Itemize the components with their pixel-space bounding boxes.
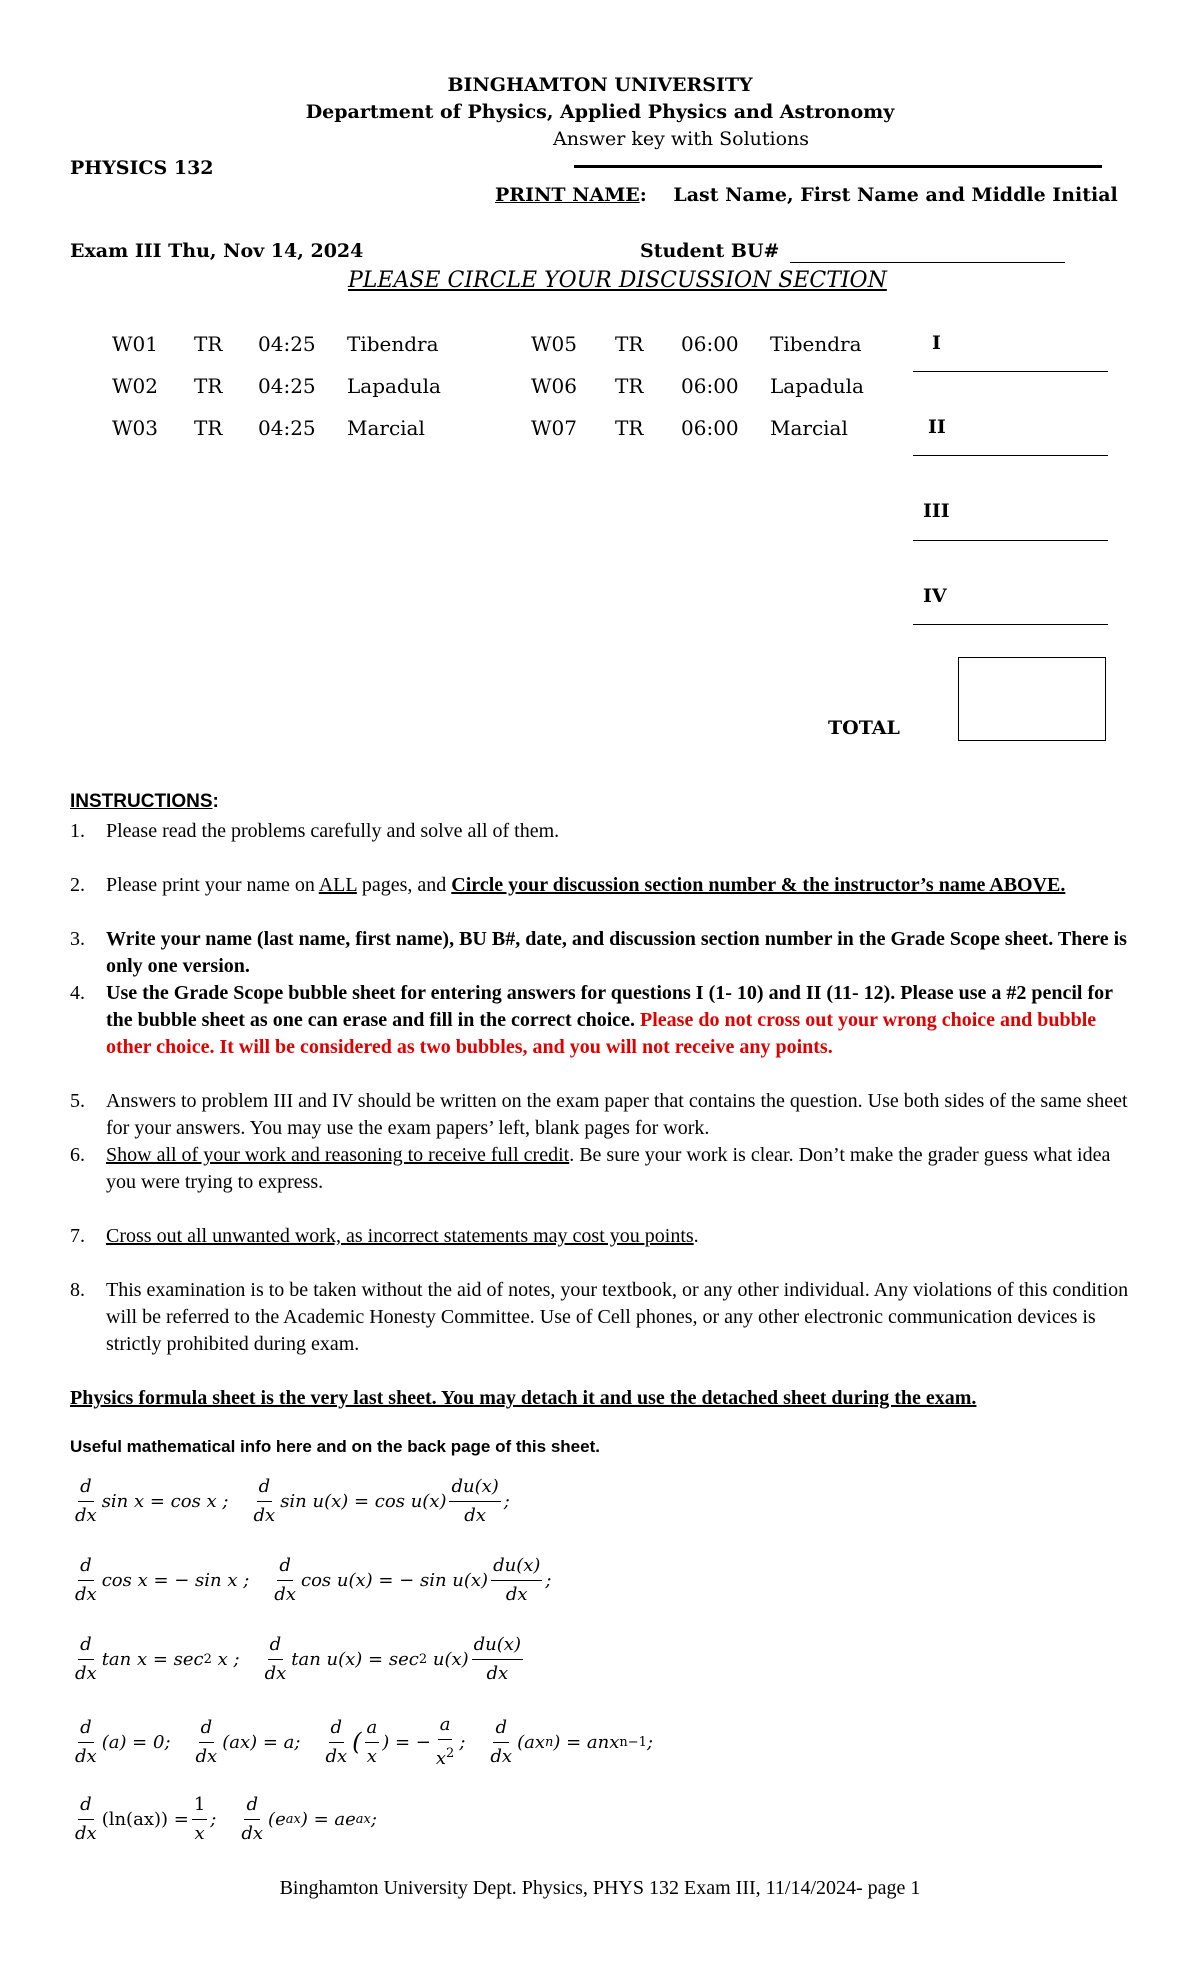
section-ta: Lapadula [347,374,441,398]
derivative-operator: $\frac{d}{dx}$ [75,1476,97,1526]
derivative-operator: $\frac{d}{dx}$ [75,1555,97,1605]
formula-sheet-note: Physics formula sheet is the very last sheet. You may detach it and use the detached sheet during the exam. [70,1387,977,1409]
section-code: W06 [531,374,578,398]
print-name-hint: Last Name, First Name and Middle Initial [673,184,1118,206]
section-time: 04:25 [258,416,316,440]
instruction-4-text: Use the Grade Scope bubble sheet for entering answers for questions I (1- 10) and II (11- 12). Please use a #2 pencil for the bubble sheet as one can erase and fill in the correct choice. Please do not cross out your wrong choice and bubble other choice. It will be considered as two bubbles, and you will not receive any points. [106,982,1113,1058]
du-dx-fraction: $\frac{du(x)}{dx}$ [473,1634,521,1684]
derivative-operator: $\frac{d}{dx}$ [75,1716,97,1767]
derivative-operator: $\frac{d}{dx}$ [490,1716,513,1767]
score-label-IV: IV [923,585,947,607]
section-time: 04:25 [258,332,316,356]
section-time: 06:00 [681,374,739,398]
name-line-top [574,165,1102,168]
derivative-operator: $\frac{d}{dx}$ [75,1794,97,1844]
instructions-title-text: INSTRUCTIONS [70,791,213,812]
derivative-operator: $\frac{d}{dx}$ [264,1634,287,1684]
section-code: W02 [112,374,159,398]
section-day: TR [615,374,644,398]
department-title: Department of Physics, Applied Physics and Astronomy [305,101,895,123]
section-title: PLEASE CIRCLE YOUR DISCUSSION SECTION [348,268,887,293]
section-ta: Lapadula [770,374,864,398]
instruction-8-text: This examination is to be taken without the aid of notes, your textbook, or any other individual. Any violations of this condition will be referred to the Academic Honesty Committee. Use of Cell phones, or any other electronic communication devices is strictly prohibited during exam. [106,1279,1129,1355]
derivative-operator: $\frac{d}{dx}$ [325,1716,348,1767]
score-line-II[interactable] [913,455,1108,456]
section-code: W05 [531,332,578,356]
section-code: W01 [112,332,159,356]
student-bu-label: Student BU# [640,240,780,262]
page-footer: Binghamton University Dept. Physics, PHYS 132 Exam III, 11/14/2024- page 1 [279,1877,921,1899]
score-label-II: II [928,416,946,438]
section-time: 06:00 [681,416,739,440]
a-over-x-squared: $\frac{a}{x^2}$ [435,1714,455,1769]
derivative-operator: $\frac{d}{dx}$ [195,1716,218,1767]
instruction-2-text: Please print your name on ALL pages, and Circle your discussion section number & the instructor’s name ABOVE. [106,874,1066,896]
section-ta: Tibendra [770,332,862,356]
total-label: TOTAL [828,717,900,739]
derivative-operator: $\frac{d}{dx}$ [253,1476,276,1526]
math-row-tan: $\frac{d}{dx}$ tan x = sec 2 x ; $\frac{d}{dx}$ tan u(x) = sec 2 u(x) $\frac{du(x)}{dx}$ [75,1634,521,1684]
instruction-1-text: Please read the problems carefully and solve all of them. [106,820,560,842]
score-line-III[interactable] [913,540,1108,541]
one-over-x: $\frac{1}{x}$ [193,1794,206,1844]
score-label-III: III [923,500,950,522]
section-day: TR [615,332,644,356]
print-name-label: PRINT NAME [495,184,640,206]
derivative-operator: $\frac{d}{dx}$ [75,1634,97,1684]
score-label-I: I [932,332,941,354]
du-dx-fraction: $\frac{du(x)}{dx}$ [493,1555,541,1605]
print-name-row [495,184,1118,206]
section-day: TR [194,416,223,440]
a-over-x: $\frac{a}{x}$ [366,1716,378,1767]
instructions-title-colon: : [212,791,219,812]
instructions-title [70,791,219,813]
score-line-IV[interactable] [913,624,1108,625]
section-day: TR [194,374,223,398]
du-dx-fraction: $\frac{du(x)}{dx}$ [451,1476,499,1526]
section-time: 06:00 [681,332,739,356]
math-info-note: Useful mathematical info here and on the back page of this sheet. [70,1437,600,1456]
section-ta: Tibendra [347,332,439,356]
math-row-cos: $\frac{d}{dx}$ cos x = − sin x ; $\frac{d}{dx}$ cos u(x) = − sin u(x) $\frac{du(x)}{dx}$ ; [75,1555,552,1605]
instruction-3-text: Write your name (last name, first name), BU B#, date, and discussion section number in the Grade Scope sheet. There is only one version. [106,928,1127,977]
section-ta: Marcial [347,416,425,440]
section-code: W03 [112,416,159,440]
instruction-7-text: Cross out all unwanted work, as incorrect statements may cost you points. [106,1225,699,1247]
math-row-power: $\frac{d}{dx}$ (a) = 0; $\frac{d}{dx}$ (ax) = a; $\frac{d}{dx}$ ( $\frac{a}{x}$ ) = − $\frac{a}{x^2}$ ; $\frac{d}{dx}$ (ax n ) = anx n−1 ; [75,1714,654,1769]
course-title: PHYSICS 132 [70,157,214,179]
section-day: TR [615,416,644,440]
math-row-sin: $\frac{d}{dx}$ sin x = cos x ; $\frac{d}{dx}$ sin u(x) = cos u(x) $\frac{du(x)}{dx}$ ; [75,1476,510,1526]
derivative-operator: $\frac{d}{dx}$ [241,1794,264,1844]
section-time: 04:25 [258,374,316,398]
section-code: W07 [531,416,578,440]
answer-key-subtitle: Answer key with Solutions [553,128,810,150]
student-bu-line [790,262,1065,263]
math-row-log-exp: $\frac{d}{dx}$ (ln(ax)) = $\frac{1}{x}$ ; $\frac{d}{dx}$ (e ax ) = ae ax ; [75,1794,377,1844]
instruction-5-text: Answers to problem III and IV should be written on the exam paper that contains the question. Use both sides of the same sheet for your answers. You may use the exam papers’ left, blank pages for work. [106,1090,1128,1139]
instruction-6-text: Show all of your work and reasoning to receive full credit. Be sure your work is clear. Don’t make the grader guess what idea you were trying to express. [106,1144,1111,1193]
section-ta: Marcial [770,416,848,440]
exam-title: Exam III Thu, Nov 14, 2024 [70,240,364,262]
section-day: TR [194,332,223,356]
score-line-I[interactable] [913,371,1108,372]
print-name-colon: : [639,184,647,206]
derivative-operator: $\frac{d}{dx}$ [274,1555,296,1605]
university-title: BINGHAMTON UNIVERSITY [447,74,753,96]
total-box[interactable] [958,657,1106,741]
